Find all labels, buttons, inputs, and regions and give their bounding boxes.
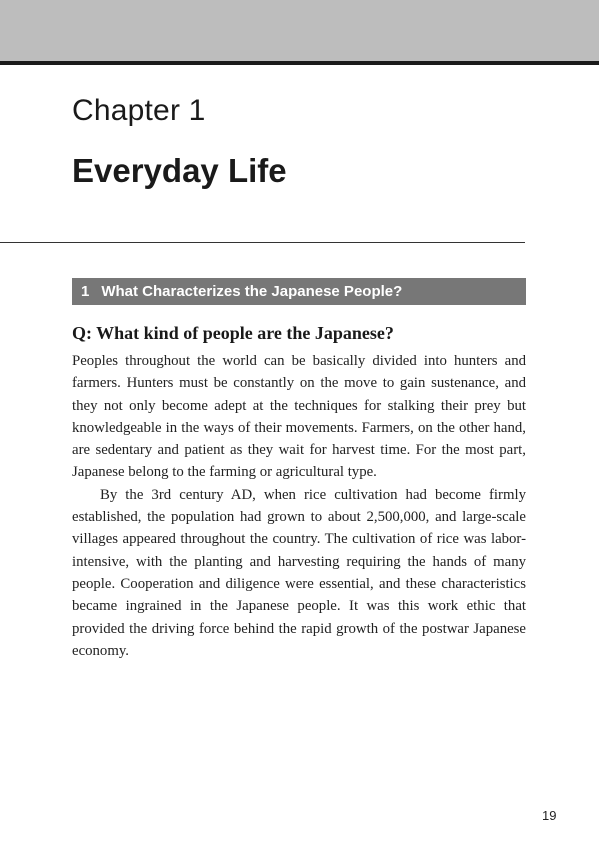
chapter-label: Chapter 1: [72, 94, 206, 127]
header-rule: [0, 61, 599, 65]
question-heading: Q: What kind of people are the Japanese?: [72, 323, 394, 343]
paragraph: By the 3rd century AD, when rice cultivation had become firmly established, the population had grown to about 2,500,000, and large-scale villages appeared throughout the country. The cultivation of rice was labor-intensive, with the planting and harvesting requiring the hands of many people. Cooperation and diligence were essential, and these characteristics became ingrained in the Japanese people. It was this work ethic that provided the driving force behind the rapid growth of the postwar Japanese economy.: [72, 486, 526, 659]
body-text: [72, 350, 526, 662]
header-band: [0, 0, 599, 61]
chapter-divider: [0, 242, 525, 243]
page-number: 19: [542, 808, 557, 823]
section-heading-bar: [72, 278, 526, 305]
chapter-title: Everyday Life: [72, 152, 287, 189]
paragraph: Peoples throughout the world can be basically divided into hunters and farmers. Hunters must be constantly on the move to gain sustenance, and they not only become adept at the techniques for stalking their prey but knowledgeable in the ways of their movements. Farmers, on the other hand, are sedentary and patient as they wait for harvest time. For the most part, Japanese belong to the farming or agricultural type.: [72, 353, 526, 481]
section-number: 1: [81, 283, 90, 300]
section-title: What Characterizes the Japanese People?: [101, 283, 403, 300]
